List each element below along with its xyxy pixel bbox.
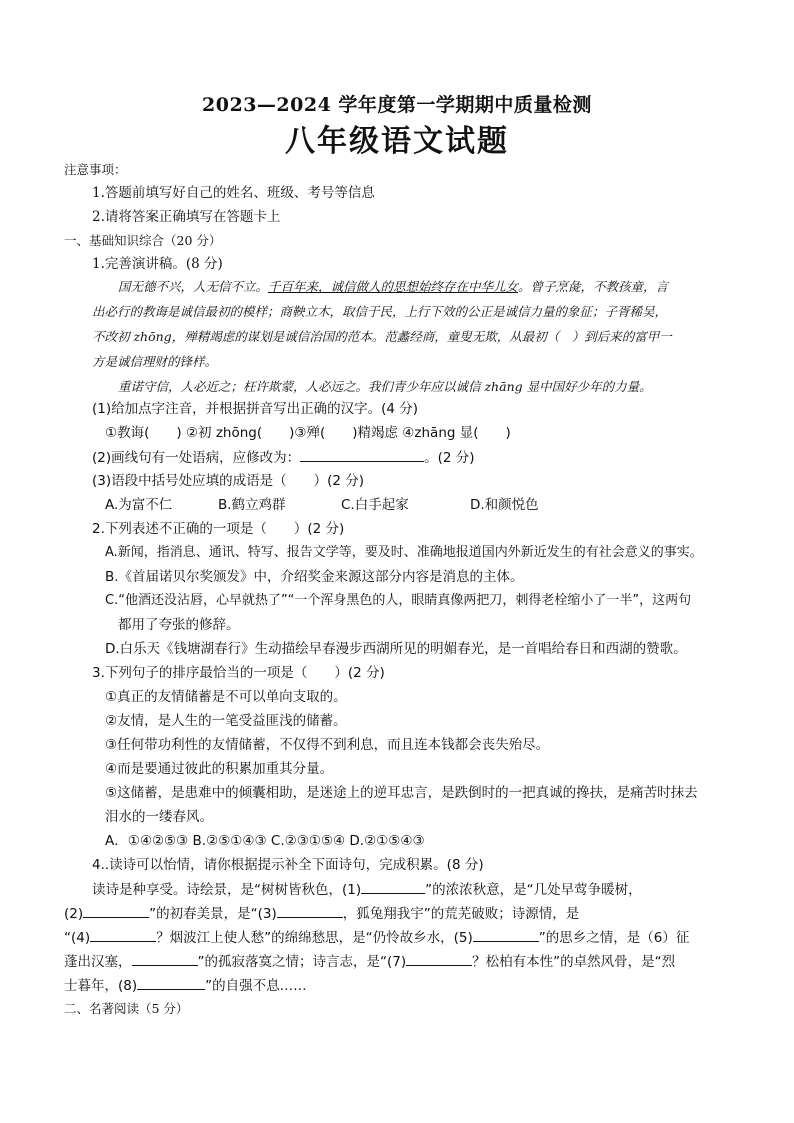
q1-passage-line-4: 方是诚信理财的锋样。 bbox=[92, 354, 218, 369]
q1-passage-line-5: 重诺守信，人必近之；枉许欺蒙，人必远之。我们青少年应以诚信 zhāng 显中国好少年的力量。 bbox=[118, 379, 652, 394]
q1-option-c: C.白手起家 bbox=[341, 497, 409, 513]
notice-item-1: 1.答题前填写好自己的姓名、班级、考号等信息 bbox=[92, 185, 375, 201]
answer-blank[interactable] bbox=[361, 879, 425, 894]
q4-title: 4..读诗可以怡情，请你根据提示补全下面诗句，完成积累。(8 分) bbox=[92, 857, 484, 873]
q3-sentence-5-line-1: ⑤这储蓄，是患难中的倾囊相助，是迷途上的逆耳忠言，是跌倒时的一把真诚的搀扶，是痛苦时抹去 bbox=[105, 785, 698, 801]
q4-text: “(4) bbox=[64, 930, 91, 946]
q1-passage-line-3: 不改初 zhōng，殚精竭虑的谋划是诚信治国的范本。范蠡经商，童叟无欺，从最初（ ）到后来的富甲一 bbox=[92, 329, 672, 344]
answer-blank[interactable] bbox=[277, 903, 343, 918]
answer-blank[interactable] bbox=[406, 951, 472, 966]
q3-sentence-4: ④而是要通过彼此的积累加重其分量。 bbox=[105, 761, 334, 777]
passage-text: 国无德不兴，人无信不立。 bbox=[118, 279, 269, 294]
notice-item-2: 2.请将答案正确填写在答题卡上 bbox=[92, 209, 281, 225]
q1-title: 1.完善演讲稿。(8 分) bbox=[92, 256, 223, 272]
q2-title: 2.下列表述不正确的一项是（ ）(2 分) bbox=[92, 521, 345, 537]
q4-text: 蓬出汉塞， bbox=[64, 954, 132, 970]
q1-passage-line-2: 出必行的教诲是诚信最初的模样；商鞅立木，取信于民，上行下效的公正是诚信力量的象征；子胥稀吴， bbox=[92, 304, 668, 319]
q4-text: ？松柏有本性”的卓然风骨，是“烈 bbox=[472, 954, 676, 970]
answer-blank[interactable] bbox=[137, 975, 205, 990]
passage-text: 。曾子烹彘，不教孩童，言 bbox=[518, 279, 669, 294]
q3-title: 3.下列句子的排序最恰当的一项是（ ）(2 分) bbox=[92, 665, 385, 681]
q3-sentence-1: ①真正的友情储蓄是不可以单向支取的。 bbox=[105, 689, 347, 705]
answer-blank[interactable] bbox=[300, 447, 424, 462]
q1-option-b: B.鹤立鸡群 bbox=[218, 497, 286, 513]
underlined-sentence: 千百年来，诚信做人的思想始终存在中华儿女 bbox=[268, 279, 519, 294]
q3-options: A．①④②⑤③ B.②⑤①④③ C.②③①⑤④ D.②①⑤④③ bbox=[105, 833, 425, 849]
q4-text: ”的自强不息…… bbox=[205, 978, 307, 994]
q3-sentence-2: ②友情，是人生的一笔受益匪浅的储蓄。 bbox=[105, 713, 347, 729]
q2-option-c-line-2: 都用了夸张的修辞。 bbox=[118, 617, 240, 633]
q1-sub-2-prompt: (2)画线句有一处语病，应修改为： bbox=[92, 450, 301, 466]
section-2-heading: 二、名著阅读（5 分） bbox=[64, 1001, 189, 1016]
q4-text: ”的浓浓秋意，是“几处早莺争暖树， bbox=[425, 882, 642, 898]
answer-blank[interactable] bbox=[83, 903, 149, 918]
q4-line-1 bbox=[92, 879, 642, 900]
q4-text: 士暮年，(8) bbox=[64, 978, 138, 994]
q4-text: ？烟波江上使人愁”的绵绵愁思，是“仍怜故乡水，(5) bbox=[156, 930, 473, 946]
exam-subject-title: 八年级语文试题 bbox=[285, 124, 509, 159]
q4-line-3 bbox=[64, 927, 689, 948]
notice-label: 注意事项： bbox=[64, 162, 127, 177]
q1-sub-2-points: 。(2 分) bbox=[424, 450, 475, 466]
answer-blank[interactable] bbox=[473, 927, 539, 942]
answer-blank[interactable] bbox=[132, 951, 198, 966]
q1-sub-3: (3)语段中括号处应填的成语是（ ）(2 分) bbox=[92, 473, 365, 489]
q1-option-a: A.为富不仁 bbox=[105, 497, 173, 513]
q1-passage-line-1 bbox=[118, 277, 668, 297]
q1-sub-2 bbox=[92, 447, 475, 468]
q4-line-4 bbox=[64, 951, 675, 972]
q2-option-d: D.白乐天《钱塘湖春行》生动描绘早春漫步西湖所见的明媚春光，是一首唱给春日和西湖的赞歌。 bbox=[105, 641, 687, 657]
q1-option-d: D.和颜悦色 bbox=[470, 497, 539, 513]
q4-line-2 bbox=[64, 903, 579, 924]
q2-option-c-line-1: C.“他酒还没沾唇，心早就热了”“一个浑身黑色的人，眼睛真像两把刀，刺得老栓缩小了一半”，这两句 bbox=[105, 593, 692, 608]
q2-option-b: B.《首届诺贝尔奖颁发》中，介绍奖金来源这部分内容是消息的主体。 bbox=[105, 569, 524, 585]
section-1-heading: 一、基础知识综合（20 分） bbox=[64, 233, 222, 248]
q1-sub-1-items: ①教诲( ) ②初 zhōng( )③殚( )精竭虑 ④zhāng 显( ) bbox=[105, 425, 511, 441]
q4-text: ”的思乡之情，是（6）征 bbox=[538, 930, 690, 946]
answer-blank[interactable] bbox=[90, 927, 156, 942]
q4-text: ”的孤寂落寞之情；诗言志，是“(7) bbox=[197, 954, 407, 970]
q2-option-a: A.新闻，指消息、通讯、特写、报告文学等，要及时、准确地报道国内外新近发生的有社会意义的事实。 bbox=[105, 545, 703, 560]
exam-term-title: 2023—2024 学年度第一学期期中质量检测 bbox=[202, 94, 592, 116]
q4-line-5 bbox=[64, 975, 307, 996]
q4-text: 读诗是种享受。诗绘景，是“树树皆秋色，(1) bbox=[92, 882, 362, 898]
q4-text: ”的初春美景，是“(3) bbox=[149, 906, 277, 922]
q4-text: ，狐兔翔我宇”的荒芜破败；诗源情，是 bbox=[342, 906, 580, 922]
q4-text: (2) bbox=[64, 906, 84, 922]
q3-sentence-3: ③任何带功利性的友情储蓄，不仅得不到利息，而且连本钱都会丧失殆尽。 bbox=[105, 737, 550, 753]
q3-sentence-5-line-2: 泪水的一缕春风。 bbox=[105, 809, 213, 825]
q1-sub-1: (1)给加点字注音，并根据拼音写出正确的汉字。(4 分) bbox=[92, 401, 419, 417]
